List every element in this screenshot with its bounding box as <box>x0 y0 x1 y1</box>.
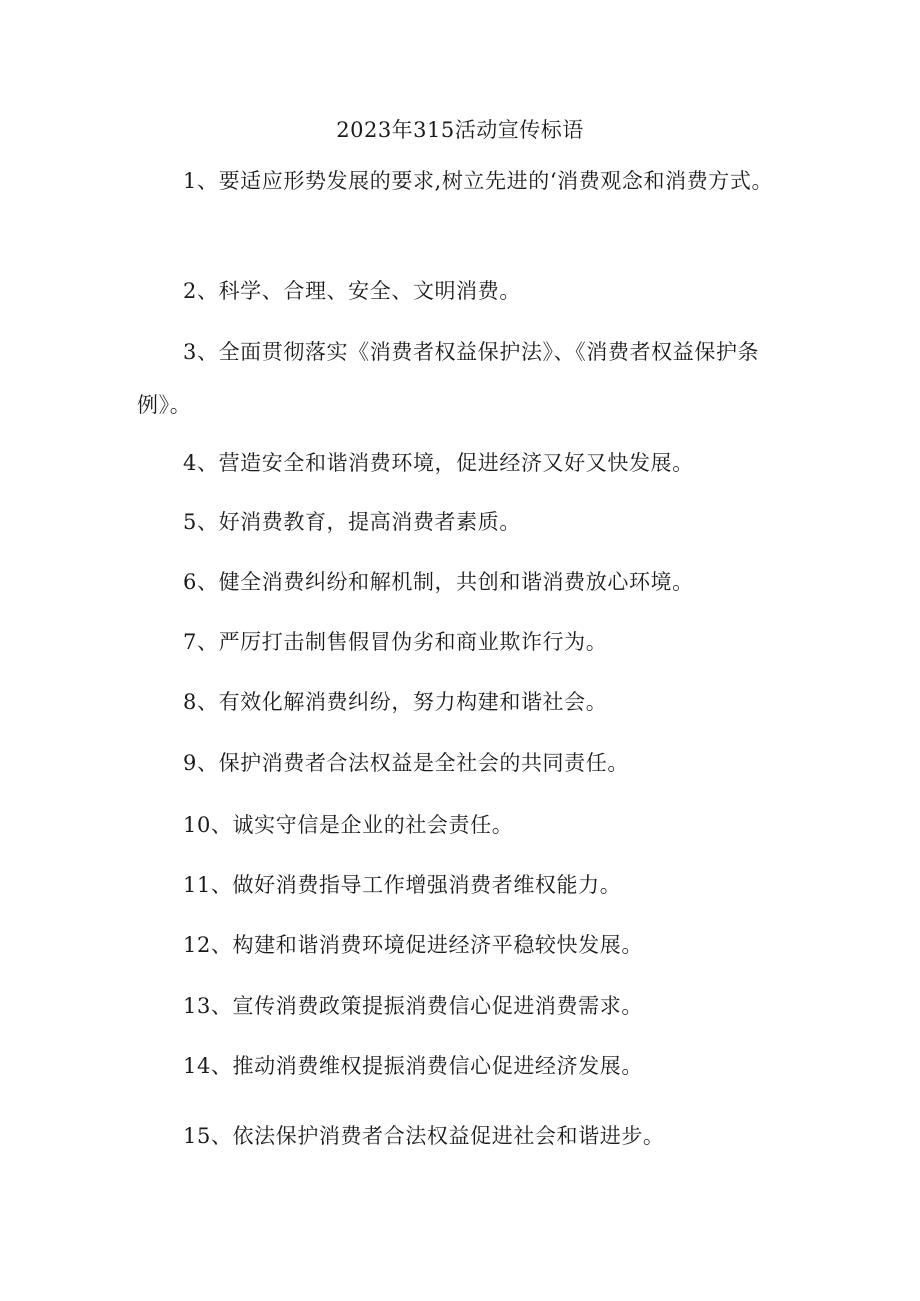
slogan-text: 科学、合理、安全、文明消费。 <box>218 279 521 303</box>
slogan-item-15 <box>137 1121 797 1151</box>
slogan-item-6 <box>137 567 797 597</box>
slogan-text: 推动消费维权提振消费信心促进经济发展。 <box>232 1054 643 1078</box>
slogan-item-12 <box>137 930 797 960</box>
slogan-item-1 <box>137 155 797 208</box>
slogan-number: 7、 <box>183 630 219 654</box>
slogan-text: 严厉打击制售假冒伪劣和商业欺诈行为。 <box>218 630 608 654</box>
slogan-text: 有效化解消费纠纷，努力构建和谐社会。 <box>218 690 608 714</box>
slogan-text: 做好消费指导工作增强消费者维权能力。 <box>232 873 622 897</box>
slogan-item-11 <box>137 870 797 900</box>
slogan-text: 要适应形势发展的要求,树立先进的‘消费观念和消费方式。 <box>218 169 774 193</box>
slogan-text: 保护消费者合法权益是全社会的共同责任。 <box>218 751 629 775</box>
slogan-number: 1、 <box>183 169 219 193</box>
slogan-number: 11、 <box>183 873 233 897</box>
slogan-number: 2、 <box>183 279 219 303</box>
slogan-text: 全面贯彻落实《消费者权益保护法》、《消费者权益保护条例》。 <box>137 340 760 417</box>
slogan-number: 12、 <box>183 933 233 957</box>
slogan-number: 8、 <box>183 690 219 714</box>
slogan-number: 5、 <box>183 510 219 534</box>
slogan-item-4 <box>137 448 797 478</box>
slogan-item-7 <box>137 627 797 657</box>
slogan-text: 依法保护消费者合法权益促进社会和谐进步。 <box>232 1124 665 1148</box>
slogan-item-13 <box>137 991 797 1021</box>
slogan-item-9 <box>137 748 797 778</box>
slogan-text: 好消费教育，提高消费者素质。 <box>218 510 521 534</box>
document-title: 2023年315活动宣传标语 <box>336 118 584 142</box>
slogan-text: 健全消费纠纷和解机制，共创和谐消费放心环境。 <box>218 570 694 594</box>
slogan-item-2 <box>137 276 797 306</box>
slogan-number: 10、 <box>183 813 233 837</box>
slogan-number: 6、 <box>183 570 219 594</box>
slogan-number: 15、 <box>183 1124 233 1148</box>
slogan-text: 宣传消费政策提振消费信心促进消费需求。 <box>232 994 643 1018</box>
slogan-number: 14、 <box>183 1054 233 1078</box>
slogan-item-8 <box>137 687 797 717</box>
slogan-number: 3、 <box>183 340 219 364</box>
slogan-item-3 <box>137 326 797 432</box>
slogan-text: 构建和谐消费环境促进经济平稳较快发展。 <box>232 933 643 957</box>
slogan-number: 4、 <box>183 451 219 475</box>
slogan-text: 营造安全和谐消费环境，促进经济又好又快发展。 <box>218 451 694 475</box>
slogan-item-5 <box>137 507 797 537</box>
slogan-item-10 <box>137 810 797 840</box>
slogan-number: 13、 <box>183 994 233 1018</box>
slogan-number: 9、 <box>183 751 219 775</box>
slogan-item-14 <box>137 1051 797 1081</box>
slogan-text: 诚实守信是企业的社会责任。 <box>232 813 514 837</box>
